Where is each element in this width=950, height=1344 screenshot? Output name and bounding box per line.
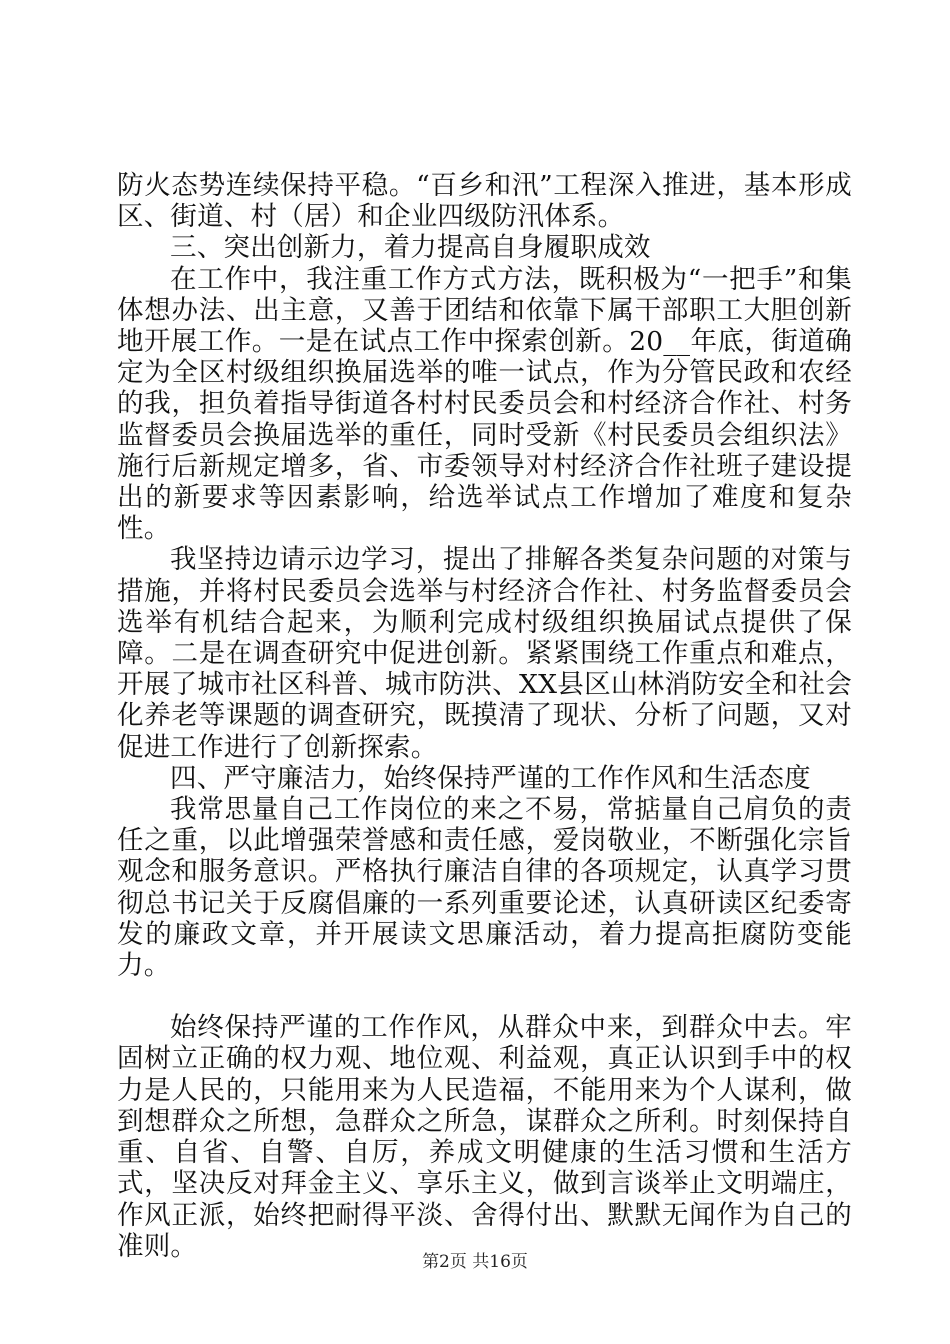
paragraph: 在工作中，我注重工作方式方法，既积极为“一把手”和集体想办法、出主意，又善于团结和依靠下属干部职工大胆创新地开展工作。一是在试点工作中探索创新。20__年底，街道确定为全区村级组织换届选举的唯一试点，作为分管民政和农经的我，担负着指导街道各村村民委员会和村经济合作社、村务监督委员会换届选举的重任，同时受新《村民委员会组织法》施行后新规定增多，省、市委领导对村经济合作社班子建设提出的新要求等因素影响，给选举试点工作增加了难度和复杂性。 — [117, 263, 852, 545]
section-heading-3: 三、突出创新力，着力提高自身履职成效 — [170, 232, 651, 264]
section-heading-4: 四、严守廉洁力，始终保持严谨的工作作风和生活态度 — [170, 762, 811, 794]
document-body — [117, 170, 852, 1262]
paragraph: 始终保持严谨的工作作风，从群众中来，到群众中去。牢固树立正确的权力观、地位观、利益观，真正认识到手中的权力是人民的，只能用来为人民造福，不能用来为个人谋利，做到想群众之所想，急群众之所急，谋群众之所利。时刻保持自重、自省、自警、自厉，养成文明健康的生活习惯和生活方式，坚决反对拜金主义、享乐主义，做到言谈举止文明端庄，作风正派，始终把耐得平淡、舍得付出、默默无闻作为自己的准则。 — [117, 1012, 852, 1262]
paragraph: 我常思量自己工作岗位的来之不易，常掂量自己肩负的责任之重，以此增强荣誉感和责任感，爱岗敬业，不断强化宗旨观念和服务意识。严格执行廉洁自律的各项规定，认真学习贯彻总书记关于反腐倡廉的一系列重要论述，认真研读区纪委寄发的廉政文章，并开展读文思廉活动，着力提高拒腐防变能力。 — [117, 794, 852, 982]
page-number-footer: 第2页 共16页 — [422, 1252, 528, 1272]
paragraph: 我坚持边请示边学习，提出了排解各类复杂问题的对策与措施，并将村民委员会选举与村经济合作社、村务监督委员会选举有机结合起来，为顺利完成村级组织换届试点提供了保障。二是在调查研究中促进创新。紧紧围绕工作重点和难点，开展了城市社区科普、城市防洪、XX县区山林消防安全和社会化养老等课题的调查研究，既摸清了现状、分析了问题，又对促进工作进行了创新探索。 — [117, 544, 852, 763]
paragraph-gap — [117, 981, 852, 1012]
paragraph-continuation: 防火态势连续保持平稳。“百乡和汛”工程深入推进，基本形成区、街道、村（居）和企业四级防汛体系。 — [117, 170, 852, 233]
